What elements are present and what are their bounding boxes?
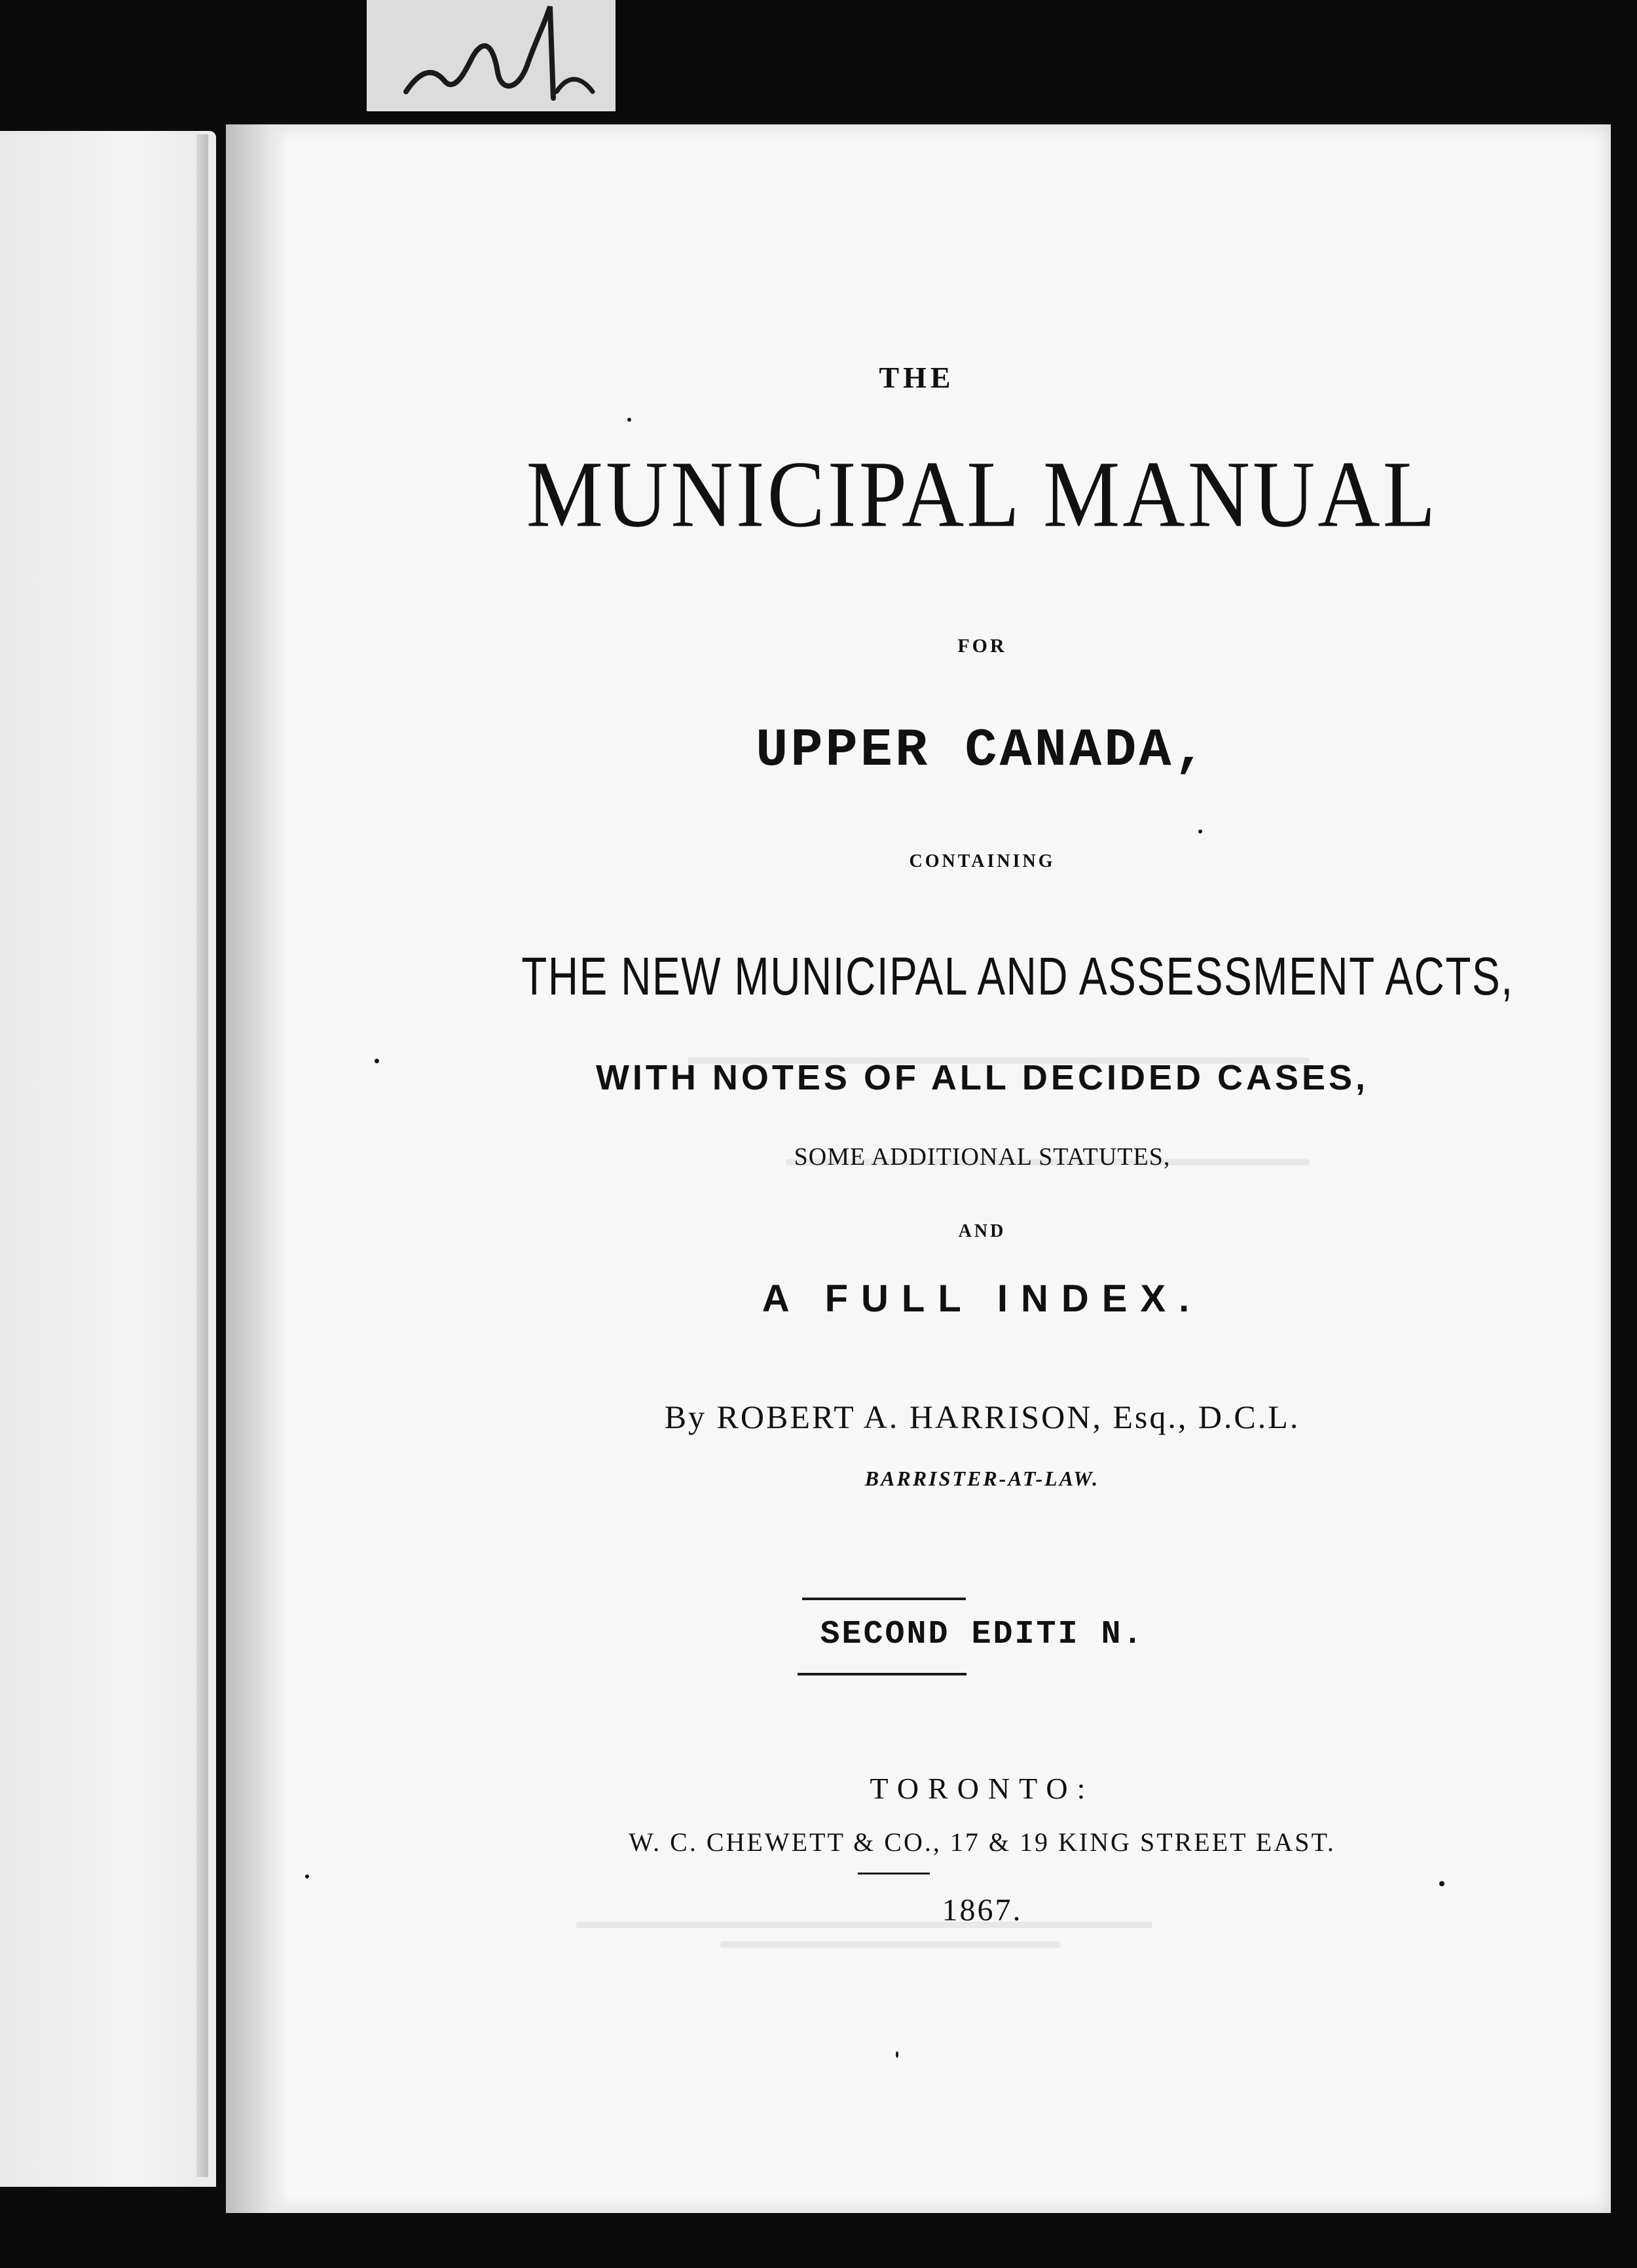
region-line: UPPER CANADA,	[756, 720, 1209, 781]
publisher-line: W. C. CHEWETT & CO., 17 & 19 KING STREET EAST.	[629, 1827, 1336, 1857]
title-article: THE	[879, 361, 955, 394]
handwriting-fragment	[393, 0, 609, 105]
author-line: By ROBERT A. HARRISON, Esq., D.C.L.	[664, 1399, 1300, 1435]
speck	[305, 1875, 309, 1878]
index-line: A FULL INDEX.	[762, 1277, 1203, 1320]
speck	[896, 2051, 898, 2058]
speck	[1439, 1881, 1444, 1886]
degree-line: BARRISTER-AT-LAW.	[864, 1467, 1100, 1490]
book-title: MUNICIPAL MANUAL	[526, 441, 1439, 547]
city-line: TORONTO:	[870, 1772, 1095, 1805]
for-line: FOR	[957, 635, 1007, 657]
notes-line: WITH NOTES OF ALL DECIDED CASES,	[595, 1058, 1369, 1097]
edition-rule-bottom	[798, 1673, 966, 1675]
containing-line: CONTAINING	[909, 851, 1056, 871]
year-rule	[858, 1873, 930, 1875]
speck	[627, 418, 631, 422]
facing-page	[0, 131, 216, 2187]
edition-line: SECOND EDITI N.	[820, 1616, 1145, 1653]
statutes-line: SOME ADDITIONAL STATUTES,	[794, 1143, 1171, 1171]
bleed-through	[720, 1941, 1061, 1948]
facing-page-edge	[196, 134, 208, 2177]
speck	[375, 1059, 379, 1063]
and-line: AND	[958, 1221, 1006, 1241]
edition-rule-top	[802, 1598, 966, 1600]
acts-line: THE NEW MUNICIPAL AND ASSESSMENT ACTS,	[521, 947, 1514, 1006]
speck	[1198, 830, 1202, 833]
year-line: 1867.	[942, 1893, 1023, 1928]
